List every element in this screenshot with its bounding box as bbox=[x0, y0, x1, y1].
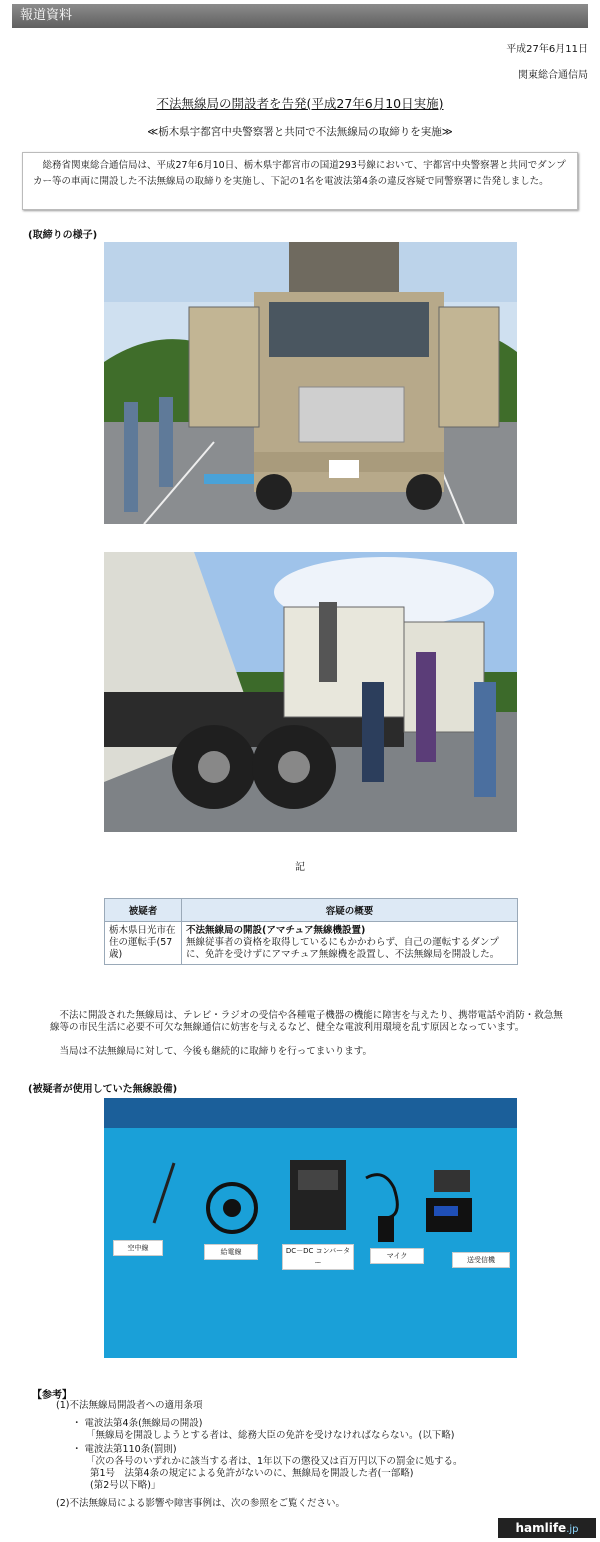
reference-item-2: (2)不法無線局による影響や障害事例は、次の参照をご覧ください。 bbox=[56, 1498, 345, 1509]
equipment-tag-microphone: マイク bbox=[370, 1248, 424, 1264]
equipment-photo bbox=[104, 1098, 517, 1358]
reference-item-1: (1)不法無線局開設者への適用条項 bbox=[56, 1400, 203, 1411]
summary-box: 総務省関東総合通信局は、平成27年6月10日、栃木県宇都宮市の国道293号線において、宇都宮中央警察署と共同でダンプカー等の車両に開設した不法無線局の取締りを実施し、下記の1名を電波法第4条の違反容疑で同警察署に告発しました。 bbox=[22, 152, 578, 210]
page-title: 不法無線局の開設者を告発(平成27年6月10日実施) bbox=[156, 96, 444, 111]
table-header-suspect: 被疑者 bbox=[105, 899, 182, 922]
equipment-tag-dc-converter: DC－DC コンバーター bbox=[282, 1244, 354, 1270]
suspect-cell: 栃木県日光市在住の運転手(57歳) bbox=[105, 922, 182, 965]
issuer: 関東総合通信局 bbox=[518, 70, 588, 81]
law-110-text-2: 第1号 法第4条の規定による免許がないのに、無線局を開設した者(一部略) bbox=[90, 1468, 414, 1479]
hamlife-logo bbox=[498, 1518, 596, 1538]
header-bar bbox=[12, 4, 588, 28]
enforcement-photo-2 bbox=[104, 552, 517, 832]
continuation-paragraph: 当局は不法無線局に対して、今後も継続的に取締りを行ってまいります。 bbox=[59, 1046, 373, 1057]
charge-body: 無線従事者の資格を取得しているにもかかわらず、自己の運転するダンプに、免許を受けずにアマチュア無線機を設置し、不法無線局を開設した。 bbox=[186, 937, 500, 960]
table-header-charge: 容疑の概要 bbox=[182, 899, 518, 922]
impact-paragraph: 不法に開設された無線局は、テレビ・ラジオの受信や各種電子機器の機能に障害を与えたり、携帯電話や消防・救急無線等の市民生活に必要不可欠な無線通信に妨害を与えるなど、健全な電波利用環境を乱す原因となっています。 bbox=[50, 1010, 563, 1033]
equipment-tag-transceiver: 送受信機 bbox=[452, 1252, 510, 1268]
section-heading-enforcement: (取締りの様子) bbox=[28, 230, 98, 241]
logo-main: hamlife bbox=[515, 1521, 567, 1535]
table-row bbox=[105, 922, 518, 965]
suspect-table bbox=[104, 898, 518, 965]
page-subtitle: ≪栃木県宇都宮中央警察署と共同で不法無線局の取締りを実施≫ bbox=[147, 126, 453, 138]
logo-suffix: .jp bbox=[566, 1524, 579, 1535]
law-110-text-1: 「次の各号のいずれかに該当する者は、1年以下の懲役又は百万円以下の罰金に処する。 bbox=[86, 1456, 463, 1467]
release-date: 平成27年6月11日 bbox=[506, 44, 588, 55]
reference-heading: 【参考】 bbox=[32, 1390, 72, 1401]
law-4-title: ・ 電波法第4条(無線局の開設) bbox=[72, 1418, 203, 1429]
enforcement-photo-1 bbox=[104, 242, 517, 524]
ki-mark: 記 bbox=[295, 862, 305, 873]
charge-cell bbox=[182, 922, 518, 965]
charge-title: 不法無線局の開設(アマチュア無線機設置) bbox=[186, 925, 366, 936]
header-label: 報道資料 bbox=[20, 8, 73, 23]
law-4-text: 「無線局を開設しようとする者は、総務大臣の免許を受けなければならない。(以下略) bbox=[86, 1430, 455, 1441]
equipment-tag-antenna: 空中線 bbox=[113, 1240, 163, 1256]
law-110-title: ・ 電波法第110条(罰則) bbox=[72, 1444, 177, 1455]
equipment-tag-feeder: 給電線 bbox=[204, 1244, 258, 1260]
section-heading-equipment: (被疑者が使用していた無線設備) bbox=[28, 1084, 178, 1095]
law-110-text-3: (第2号以下略)」 bbox=[90, 1480, 161, 1491]
